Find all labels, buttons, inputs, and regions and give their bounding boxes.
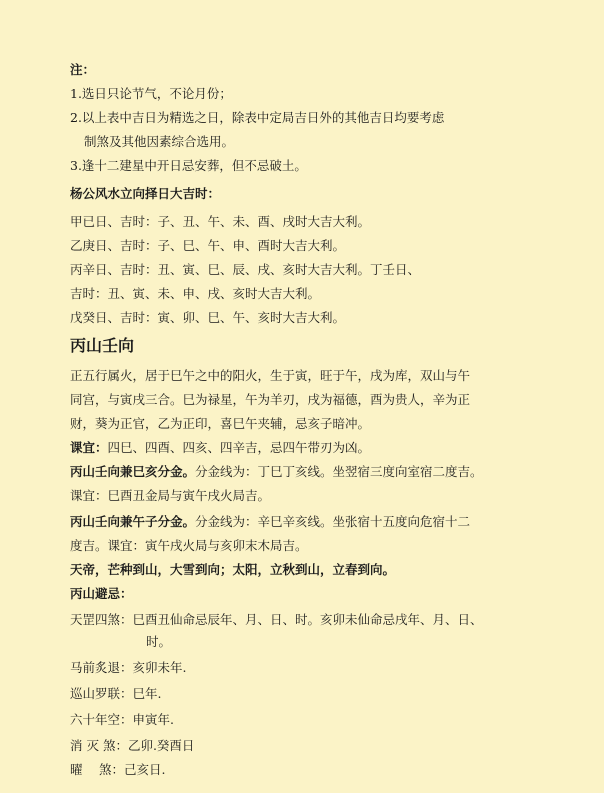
yang-line-1: 甲已日、吉时：子、丑、午、未、酉、戌时大吉大利。 bbox=[70, 214, 371, 229]
yi-line-1 bbox=[70, 440, 370, 456]
notes-title: 注： bbox=[70, 62, 96, 77]
avoid-text: 申寅年. bbox=[132, 712, 174, 727]
avoid-text: 己亥日. bbox=[123, 762, 166, 777]
jian-wu-label: 丙山壬向兼午子分金。 bbox=[70, 514, 196, 529]
avoid-row-cont: 时。 bbox=[146, 634, 172, 649]
avoid-label: 天罡四煞： bbox=[70, 612, 133, 627]
avoid-text: 巳酉丑仙命忌辰年、月、日、时。亥卯未仙命忌戌年、月、日、 bbox=[132, 612, 483, 627]
yi-line-2: 课宜：巳酉丑金局与寅午戌火局吉。 bbox=[70, 488, 271, 503]
yang-line-4: 吉时：丑、寅、未、申、戌、亥时大吉大利。 bbox=[70, 286, 321, 301]
yi-text: 四巳、四酉、四亥、四辛吉，忌四午带刃为凶。 bbox=[107, 440, 371, 455]
avoid-row bbox=[70, 712, 174, 728]
jian-si-label: 丙山壬向兼巳亥分金。 bbox=[70, 464, 196, 479]
para-line-2: 同宫，与寅戌三合。巳为禄星，午为羊刃，戌为福德，酉为贵人，辛为正 bbox=[70, 392, 471, 407]
tiandi-line: 天帝，芒种到山，大雪到向；太阳，立秋到山，立春到向。 bbox=[70, 562, 396, 577]
avoid-text: 巳年. bbox=[132, 686, 162, 701]
para-line-1: 正五行属火，居于巳午之中的阳火，生于寅，旺于午，戌为库，双山与午 bbox=[70, 368, 471, 383]
jian-wu-line bbox=[70, 514, 470, 530]
note-3: 3.逢十二建星中开日忌安葬，但不忌破土。 bbox=[70, 158, 307, 173]
yi-label: 课宜： bbox=[70, 440, 108, 455]
yang-line-5: 戊癸日、吉时：寅、卯、巳、午、亥时大吉大利。 bbox=[70, 310, 346, 325]
avoid-label: 曜 煞： bbox=[70, 762, 124, 777]
jian-wu-text: 分金线为：辛巳辛亥线。坐张宿十五度向危宿十二 bbox=[195, 514, 471, 529]
avoid-row bbox=[70, 612, 483, 628]
note-2-cont: 制煞及其他因素综合选用。 bbox=[84, 134, 235, 149]
jian-wu-cont: 度吉。课宜：寅午戌火局与亥卯末木局吉。 bbox=[70, 538, 308, 553]
jian-si-text: 分金线为：丁巳丁亥线。坐翌宿三度向室宿二度吉。 bbox=[195, 464, 483, 479]
avoid-row bbox=[70, 762, 165, 778]
note-2: 2.以上表中吉日为精选之日，除表中定局吉日外的其他吉日均要考虑 bbox=[70, 110, 445, 125]
note-1: 1.选日只论节气，不论月份； bbox=[70, 86, 232, 101]
avoid-label: 六十年空： bbox=[70, 712, 133, 727]
avoid-row bbox=[70, 660, 187, 676]
yang-line-2: 乙庚日、吉时：子、巳、午、申、酉时大吉大利。 bbox=[70, 238, 346, 253]
avoid-text: 乙卯.癸酉日 bbox=[127, 738, 195, 753]
avoid-title: 丙山避忌： bbox=[70, 586, 133, 601]
jian-si-line bbox=[70, 464, 483, 480]
avoid-label: 巡山罗联： bbox=[70, 686, 133, 701]
para-line-3: 财，葵为正官，乙为正印，喜巳午夹辅，忌亥子暗冲。 bbox=[70, 416, 371, 431]
avoid-text: 亥卯未年. bbox=[132, 660, 187, 675]
yang-line-3: 丙辛日、吉时：丑、寅、巳、辰、戌、亥时大吉大利。丁壬日、 bbox=[70, 262, 421, 277]
avoid-label: 马前炙退： bbox=[70, 660, 133, 675]
avoid-label: 消 灭 煞： bbox=[70, 738, 128, 753]
section-title: 丙山壬向 bbox=[70, 336, 135, 355]
avoid-row bbox=[70, 738, 194, 754]
yang-title: 杨公风水立向择日大吉时： bbox=[70, 186, 221, 201]
avoid-row bbox=[70, 686, 162, 702]
